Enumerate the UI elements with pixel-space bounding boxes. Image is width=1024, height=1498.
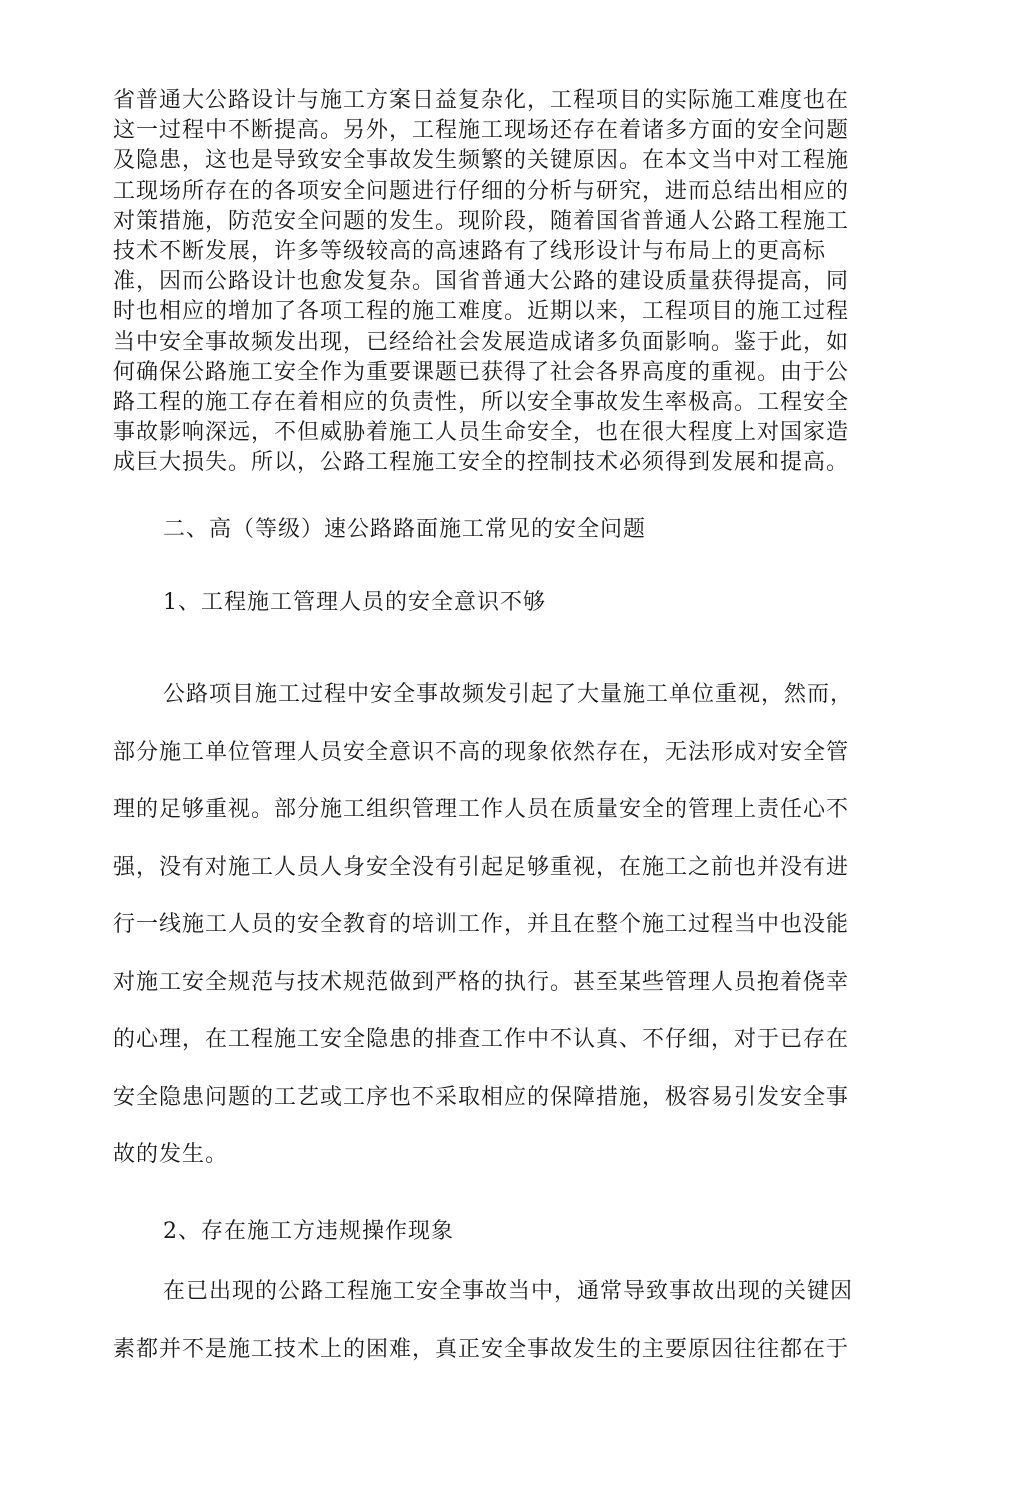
paragraph-safety-awareness: [113, 666, 873, 1184]
subsection-heading-1: 1、工程施工管理人员的安全意识不够: [163, 590, 546, 615]
paragraph-line: 公路项目施工过程中安全事故频发引起了大量施工单位重视，然而，: [163, 682, 854, 707]
paragraph-line: 当中安全事故频发出现，已经给社会发展造成诸多负面影响。鉴于此，如: [113, 329, 850, 355]
paragraph-line: 的心理，在工程施工安全隐患的排查工作中不认真、不仔细，对于已存在: [113, 1027, 850, 1052]
paragraph-line: 准，因而公路设计也愈发复杂。国省普通大公路的建设质量获得提高，同: [113, 269, 850, 295]
paragraph-line: 何确保公路施工安全作为重要课题已获得了社会各界高度的重视。由于公: [113, 359, 850, 385]
paragraph-line: 成巨大损失。所以，公路工程施工安全的控制技术必须得到发展和提高。: [113, 450, 850, 476]
paragraph-line: 这一过程中不断提高。另外，工程施工现场还存在着诸多方面的安全问题: [113, 118, 850, 144]
paragraph-line: 时也相应的增加了各项工程的施工难度。近期以来，工程项目的施工过程: [113, 299, 850, 325]
paragraph-intro: [113, 86, 873, 478]
paragraph-line: 事故影响深远，不但威胁着施工人员生命安全，也在很大程度上对国家造: [113, 420, 850, 446]
paragraph-line: 部分施工单位管理人员安全意识不高的现象依然存在，无法形成对安全管: [113, 739, 850, 765]
paragraph-line: 行一线施工人员的安全教育的培训工作，并且在整个施工过程当中也没能: [113, 912, 850, 937]
paragraph-line: 故的发生。: [113, 1142, 229, 1167]
paragraph-violations: [113, 1263, 873, 1378]
paragraph-line: 在已出现的公路工程施工安全事故当中，通常导致事故出现的关键因: [163, 1279, 854, 1304]
paragraph-line: 路工程的施工存在着相应的负责性，所以安全事故发生率极高。工程安全: [113, 389, 850, 415]
paragraph-line: 对策措施，防范安全问题的发生。现阶段，随着国省普通人公路工程施工: [113, 208, 850, 234]
paragraph-line: 技术不断发展，许多等级较高的高速路有了线形设计与布局上的更高标: [113, 238, 827, 264]
paragraph-line: 对施工安全规范与技术规范做到严格的执行。甚至某些管理人员抱着侥幸: [113, 969, 850, 995]
section-heading: 二、高（等级）速公路路面施工常见的安全问题: [163, 517, 647, 542]
subsection-heading-2: 2、存在施工方违规操作现象: [163, 1219, 454, 1244]
paragraph-line: 安全隐患问题的工艺或工序也不采取相应的保障措施，极容易引发安全事: [113, 1084, 850, 1110]
paragraph-line: 理的足够重视。部分施工组织管理工作人员在质量安全的管理上责任心不: [113, 797, 850, 822]
paragraph-line: 工现场所存在的各项安全问题进行仔细的分析与研究，进而总结出相应的: [113, 178, 850, 204]
paragraph-line: 及隐患，这也是导致安全事故发生频繁的关键原因。在本文当中对工程施: [113, 148, 850, 174]
paragraph-line: 强，没有对施工人员人身安全没有引起足够重视，在施工之前也并没有进: [113, 854, 850, 880]
paragraph-line: 素都并不是施工技术上的困难，真正安全事故发生的主要原因往往都在于: [113, 1336, 850, 1362]
paragraph-line: 省普通大公路设计与施工方案日益复杂化，工程项目的实际施工难度也在: [113, 88, 850, 113]
